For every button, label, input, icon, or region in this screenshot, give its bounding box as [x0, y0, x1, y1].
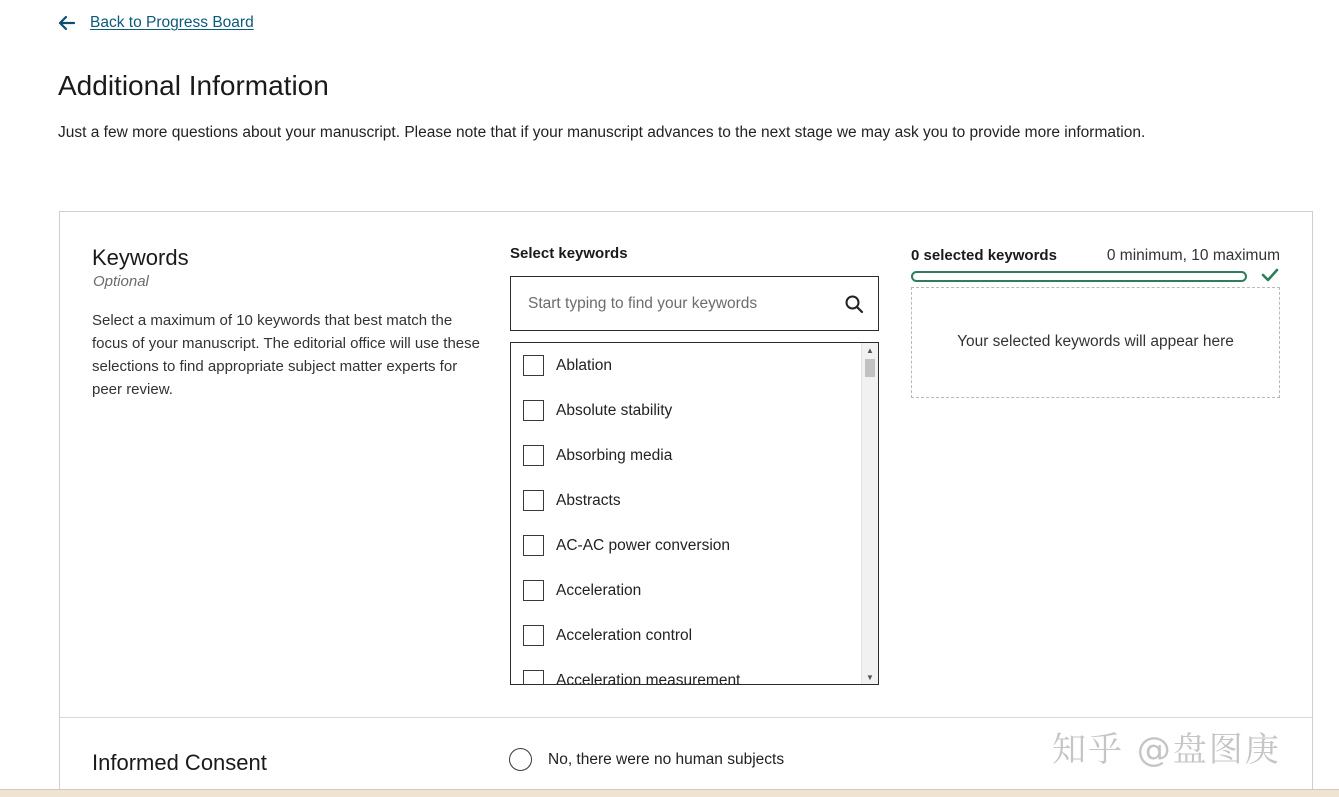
keyword-option[interactable] — [511, 478, 860, 523]
page-title: Additional Information — [58, 70, 329, 101]
keyword-limits: 0 minimum, 10 maximum — [1106, 247, 1280, 264]
consent-option-label: No, there were no human subjects — [548, 750, 785, 768]
watermark: 知乎 @盘图庚 — [1052, 730, 1281, 770]
keyword-option-label: AC-AC power conversion — [556, 536, 731, 554]
selected-keywords-area — [911, 287, 1280, 398]
keyword-progress-bar — [911, 271, 1247, 282]
select-keywords-label: Select keywords — [510, 245, 628, 262]
keyword-option-label: Abstracts — [556, 491, 621, 509]
keyword-checkbox[interactable] — [523, 355, 544, 376]
page-intro: Just a few more questions about your manuscript. Please note that if your manuscript advances to the next stage we may ask you to provide more information. — [58, 124, 1146, 141]
search-icon[interactable] — [844, 294, 864, 314]
back-to-progress-board-link[interactable] — [58, 14, 254, 32]
keyword-checkbox[interactable] — [523, 400, 544, 421]
browser-bottom-strip — [0, 789, 1339, 797]
keyword-option-label: Absolute stability — [556, 401, 673, 419]
informed-consent-title: Informed Consent — [92, 750, 267, 775]
keyword-checkbox[interactable] — [523, 490, 544, 511]
keywords-description: Select a maximum of 10 keywords that best match the focus of your manuscript. The editorial office will use these selections to find appropriate subject matter experts for peer review. — [92, 312, 480, 398]
scroll-down-arrow-icon[interactable]: ▼ — [866, 672, 874, 682]
selected-keywords-count: 0 selected keywords — [911, 247, 1057, 264]
keyword-search-input[interactable] — [511, 277, 831, 330]
keyword-checkbox[interactable] — [523, 670, 544, 685]
keyword-option-label: Acceleration control — [556, 626, 693, 644]
section-divider — [60, 717, 1312, 718]
arrow-left-icon — [58, 15, 76, 31]
keyword-option[interactable] — [511, 613, 860, 658]
keyword-list-scrollbar[interactable] — [861, 343, 878, 684]
keyword-option-label: Acceleration measurement — [556, 671, 741, 685]
keyword-option[interactable] — [511, 658, 860, 685]
keywords-optional-label: Optional — [93, 273, 149, 290]
scroll-up-arrow-icon[interactable]: ▲ — [866, 345, 874, 355]
radio-button[interactable] — [509, 748, 532, 771]
keyword-checkbox[interactable] — [523, 535, 544, 556]
checkmark-icon — [1261, 267, 1279, 283]
keyword-option-label: Absorbing media — [556, 446, 673, 464]
back-link-label[interactable]: Back to Progress Board — [90, 14, 254, 31]
consent-option-no-human-subjects[interactable] — [509, 748, 784, 771]
keyword-search-box[interactable] — [510, 276, 879, 331]
keyword-option[interactable] — [511, 568, 860, 613]
keyword-checkbox[interactable] — [523, 625, 544, 646]
scrollbar-thumb[interactable] — [865, 359, 875, 377]
keyword-checkbox[interactable] — [523, 445, 544, 466]
additional-info-card — [59, 211, 1313, 797]
keyword-option-label: Ablation — [556, 356, 613, 374]
keyword-checkbox[interactable] — [523, 580, 544, 601]
keyword-option[interactable] — [511, 343, 860, 388]
keyword-option[interactable] — [511, 388, 860, 433]
keywords-section-title: Keywords — [92, 245, 189, 270]
keyword-options-list[interactable] — [510, 342, 879, 685]
keyword-option[interactable] — [511, 433, 860, 478]
keyword-option[interactable] — [511, 523, 860, 568]
keyword-option-label: Acceleration — [556, 581, 642, 599]
selected-keywords-placeholder: Your selected keywords will appear here — [957, 332, 1234, 350]
